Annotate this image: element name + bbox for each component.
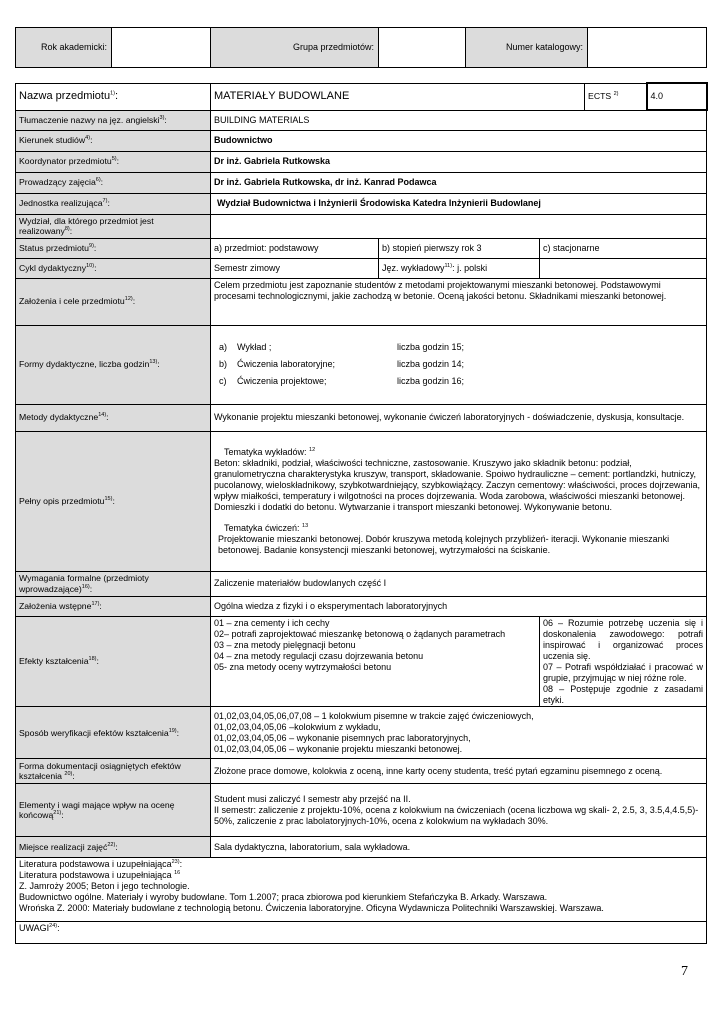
efekt-item: 08 – Postępuje zgodnie z zasadami etyki. [543,683,704,705]
jednostka-sup: 7) [102,198,108,205]
opis-cw-title-text: Tematyka ćwiczeń: [224,522,300,533]
uwagi-cell: UWAGI$^{24)}$: [16,922,707,944]
page-number: 7 [681,964,688,979]
sposob-line: 01,02,03,04,05,06 – wykonanie projektu mieszanki betonowej. [214,743,463,754]
formy-value [211,325,707,404]
efekt-item: 02– potrafi zaprojektować mieszankę betonową o żądanych parametrach [214,628,506,639]
eng-name-value: BUILDING MATERIALS [211,110,707,130]
elementy-line2: II semestr: zaliczenie z projektu-10%, ocena z kolokwium na ćwiczeniach (ocena liczbowa wg skali- 2, 2.5, 3, 3.5,4,4.5,5)- 50%, zaliczenie z prac labolatoryjnych-10%, ocena z kolokwium na wykładach 30%. [214,804,699,826]
efekt-item: 07 – Potrafi współdziałać i pracować w grupie, przyjmując w niej różne role. [543,661,704,683]
literatura-sup: 23) [171,859,180,866]
prowadzacy-sup: 6) [95,177,101,184]
zalozenia-value: Celem przedmiotu jest zapoznanie studentów z metodami projektowanymi mieszanki betonowej. Podstawowymi procesami technologicznymi, jakie zachodzą w betonie. Oceną jakości betonu. Składnikami mieszanki betonowej. [211,278,707,325]
efekt-item: 04 – zna metody regulacji czasu dojrzewania betonu [214,650,424,661]
numer-katalogowy-label: Numer katalogowy: [466,28,588,68]
wydzial-sup: 8) [64,226,70,233]
uwagi-label: UWAGI [19,923,50,934]
zalozenia-label: Założenia i cele przedmiotu$^{12)}$: [16,278,211,325]
sposob-line: 01,02,03,04,05,06 – wykonanie pisemnych prac laboratoryjnych, [214,732,471,743]
zalozenia-wstepne-sup: 17) [91,601,100,608]
koordynator-sup: 5) [111,156,117,163]
elementy-label: Elementy i wagi mające wpływ na ocenę końcową$^{21)}$: [16,784,211,837]
course-name-sup: 1) [110,90,115,97]
status-c: c) stacjonarne [540,238,707,258]
uwagi-sup: 24) [49,923,58,930]
prowadzacy-value: Dr inż. Gabriela Rutkowska, dr inż. Kanrad Podawca [211,172,707,193]
formy-item [219,373,703,390]
zalozenia-wstepne-label: Założenia wstępne$^{17)}$: [16,596,211,616]
status-b: b) stopień pierwszy rok 3 [379,238,540,258]
course-name-value: MATERIAŁY BUDOWLANE [211,83,585,110]
cykl-value: Semestr zimowy [211,258,379,278]
efekt-item: 06 – Rozumie potrzebę uczenia się i doskonalenia zawodowego: potrafi inspirować i organizować proces uczenia się. [543,617,704,661]
metody-value: Wykonanie projektu mieszanki betonowej, wykonanie ćwiczeń laboratoryjnych - doświadczenie, dyskusja, konsultacje. [211,404,707,431]
literatura-label-text: Literatura podstawowa i uzupełniająca [19,859,172,870]
efekty-right [540,616,707,707]
kierunek-sup: 4) [85,135,91,142]
literatura-cell [16,858,707,922]
formy-item-hours: liczba godzin 16; [397,376,465,387]
zalozenia-wstepne-label-text: Założenia wstępne [19,600,92,611]
formy-item [219,339,703,356]
metody-sup: 14) [98,412,107,419]
opis-value [211,431,707,571]
formy-item-name: Ćwiczenia laboratoryjne; [237,359,336,370]
wymagania-sup: 16) [81,583,90,590]
opis-label-text: Pełny opis przedmiotu [19,495,105,506]
efekty-left [211,616,540,707]
opis-cw-title [214,523,703,534]
literatura-line: Wrońska Z. 2000: Materiały budowlane z technologią betonu. Ćwiczenia laboratoryjne. Oficyna Wydawnicza Politechniki Warszawskiej. Warszawa. [19,903,604,914]
elementy-line1: Student musi zaliczyć I semestr aby przejść na II. [214,794,411,805]
wymagania-label-text: Wymagania formalne (przedmioty wprowadzające) [19,573,149,594]
status-sup: 9) [89,243,94,250]
literatura-label-2 [19,870,703,881]
wymagania-label: Wymagania formalne (przedmioty wprowadzające)$^{16)}$: [16,571,211,596]
numer-katalogowy-value[interactable] [588,28,707,68]
eng-name-sup: 3) [159,114,165,121]
sposob-label-text: Sposób weryfikacji efektów kształcenia [19,727,169,738]
zalozenia-wstepne-value: Ogólna wiedza z fizyki i o eksperymentach laboratoryjnych [211,596,707,616]
jezyk-cell [379,258,540,278]
metody-label-text: Metody dydaktyczne [19,412,99,423]
course-name-label: Nazwa przedmiotu$^{1)}$: [16,83,211,110]
jezyk-value: : j. polski [452,262,488,273]
koordynator-label: Koordynator przedmiotu$^{5)}$: [16,151,211,172]
literatura-line: Z. Jamroży 2005; Beton i jego technologie. [19,881,190,892]
koordynator-label-text: Koordynator przedmiotu [19,156,112,167]
jezyk-label: Jęz. wykładowy [382,262,445,273]
course-card-table [15,82,708,944]
sposob-label: Sposób weryfikacji efektów kształcenia$^{19)}$: [16,707,211,759]
formy-sup: 13) [149,359,158,366]
sposob-line: 01,02,03,04,05,06 –kolokwium z wykładu, [214,722,381,732]
jezyk-sup: 11) [444,262,453,269]
literatura-sup-2: 16 [174,870,181,877]
elementy-sup: 21) [53,810,62,817]
opis-wyk-sup: 12 [309,446,316,453]
opis-cw-sup: 13 [302,522,309,529]
jezyk-empty [540,258,707,278]
header-table [15,27,707,68]
eng-name-label-text: Tłumaczenie nazwy na jęz. angielski [19,114,160,125]
efekty-label: Efekty kształcenia$^{18)}$: [16,616,211,707]
miejsce-value: Sala dydaktyczna, laboratorium, sala wykładowa. [211,837,707,858]
kierunek-label: Kierunek studiów$^{4)}$: [16,130,211,151]
elementy-value [211,784,707,837]
wymagania-value: Zaliczenie materiałów budowlanych część I [211,571,707,596]
jednostka-value: Wydział Budownictwa i Inżynierii Środowiska Katedra Inżynierii Budowlanej [211,193,707,214]
status-label-text: Status przedmiotu [19,242,90,253]
formy-item-letter: c) [219,376,227,387]
formy-item [219,356,703,373]
opis-label: Pełny opis przedmiotu$^{15)}$: [16,431,211,571]
forma-sup: 20) [64,771,73,778]
elementy-label-text: Elementy i wagi mające wpływ na ocenę końcową [19,799,175,821]
ects-sup: 2) [613,91,619,98]
grupa-przedmiotow-label: Grupa przedmiotów: [211,28,379,68]
forma-value: Złożone prace domowe, kolokwia z oceną, inne karty oceny studenta, treść pytań egzaminu pisemnego z oceną. [211,759,707,784]
literatura-label-2-text: Literatura podstawowa i uzupełniająca [19,870,172,881]
rok-akademicki-value[interactable] [112,28,211,68]
ects-label [585,83,647,110]
wydzial-value [211,214,707,238]
metody-label: Metody dydaktyczne$^{14)}$: [16,404,211,431]
literatura-label: Literatura podstawowa i uzupełniająca$^{23)}$: [19,859,183,870]
efekt-item: 05- zna metody oceny wytrzymałości betonu [214,661,392,672]
opis-wyk-text: Beton: składniki, podział, właściwości techniczne, zastosowanie. Kruszywo jako składnik betonu: podział, granulometryczna charakterystyka kruszyw, transport, składowanie. Spoiwo hydrauliczne – cement: portlandzki, hutniczy, pucolanowy, wieloskładnikowy, szybkotwardniejący, szybkowiążący. Zaczyn cementowy: właściwości, proces dojrzewania, wpływ miałkości, temperatury i wilgotności na proces dojrzewania. Woda zarobowa, właściwości mieszanki betonowej. Domieszki i dodatki do betonu. Wytwarzanie i transport mieszanki betonowej. Wykonywanie betonu. [214,457,701,512]
wydzial-label-text: Wydział, dla którego przedmiot jest realizowany [19,215,154,237]
formy-item-letter: b) [219,359,228,370]
prowadzacy-label: Prowadzący zajęcia$^{6)}$: [16,172,211,193]
koordynator-value: Dr inż. Gabriela Rutkowska [211,151,707,172]
opis-sup: 15) [104,496,113,503]
status-a: a) przedmiot: podstawowy [211,238,379,258]
sposob-sup: 19) [168,727,177,734]
efekt-item: 01 – zna cementy i ich cechy [214,617,330,628]
eng-name-label: Tłumaczenie nazwy na jęz. angielski$^{3)}$: [16,110,211,130]
ects-value: 4.0 [647,83,707,110]
sposob-line: 01,02,03,04,05,06,07,08 – 1 kolokwium pisemne w trakcie zajęć ćwiczeniowych, [214,711,534,722]
literatura-line: Budownictwo ogólne. Materiały i wyroby budowlane. Tom 1.2007; praca zbiorowa pod kierunkiem Stefańczyka B. Arkady. Warszawa. [19,892,548,903]
formy-item-name: Wykład ; [237,342,272,353]
formy-item-hours: liczba godzin 15; [397,342,465,353]
sposob-value [211,707,707,759]
formy-label: Formy dydaktyczne, liczba godzin$^{13)}$: [16,325,211,404]
efekty-label-text: Efekty kształcenia [19,656,89,667]
rok-akademicki-label: Rok akademicki: [16,28,112,68]
efekty-sup: 18) [88,656,97,663]
efekt-item: 03 – zna metody pielęgnacji betonu [214,639,356,650]
opis-wyk-title-text: Tematyka wykładów: [224,446,307,457]
jednostka-label-text: Jednostka realizująca [19,198,103,209]
formy-item-hours: liczba godzin 14; [397,359,465,370]
grupa-przedmiotow-value[interactable] [379,28,466,68]
kierunek-value: Budownictwo [211,130,707,151]
course-name-label-text: Nazwa przedmiotu [19,89,111,102]
forma-label: Forma dokumentacji osiągniętych efektów kształcenia $^{20)}$: [16,759,211,784]
opis-wyk-title [214,447,703,458]
cykl-label: Cykl dydaktyczny$^{10)}$: [16,258,211,278]
opis-cw-text: Projektowanie mieszanki betonowej. Dobór kruszywa metodą kolejnych przybliżeń- iteracji. Wykonanie mieszanki betonowej. Badanie konsystencji mieszanki betonowej, wytrzymałości na ściskanie. [218,533,670,555]
miejsce-label-text: Miejsce realizacji zajęć [19,842,108,853]
forma-label-text: Forma dokumentacji osiągniętych efektów kształcenia [19,760,181,782]
jednostka-label: Jednostka realizująca$^{7)}$: [16,193,211,214]
zalozenia-label-text: Założenia i cele przedmiotu [19,296,125,307]
zalozenia-sup: 12) [124,296,133,303]
wydzial-label: Wydział, dla którego przedmiot jest realizowany$^{8)}$: [16,214,211,238]
formy-label-text: Formy dydaktyczne, liczba godzin [19,359,150,370]
prowadzacy-label-text: Prowadzący zajęcia [19,177,96,188]
miejsce-label: Miejsce realizacji zajęć$^{22)}$: [16,837,211,858]
formy-item-name: Ćwiczenia projektowe; [237,376,327,387]
miejsce-sup: 22) [107,842,116,849]
kierunek-label-text: Kierunek studiów [19,135,86,146]
status-label: Status przedmiotu$^{9)}$: [16,238,211,258]
formy-item-letter: a) [219,342,228,353]
cykl-label-text: Cykl dydaktyczny [19,262,87,273]
cykl-sup: 10) [86,263,95,270]
ects-label-text: ECTS [588,91,612,102]
